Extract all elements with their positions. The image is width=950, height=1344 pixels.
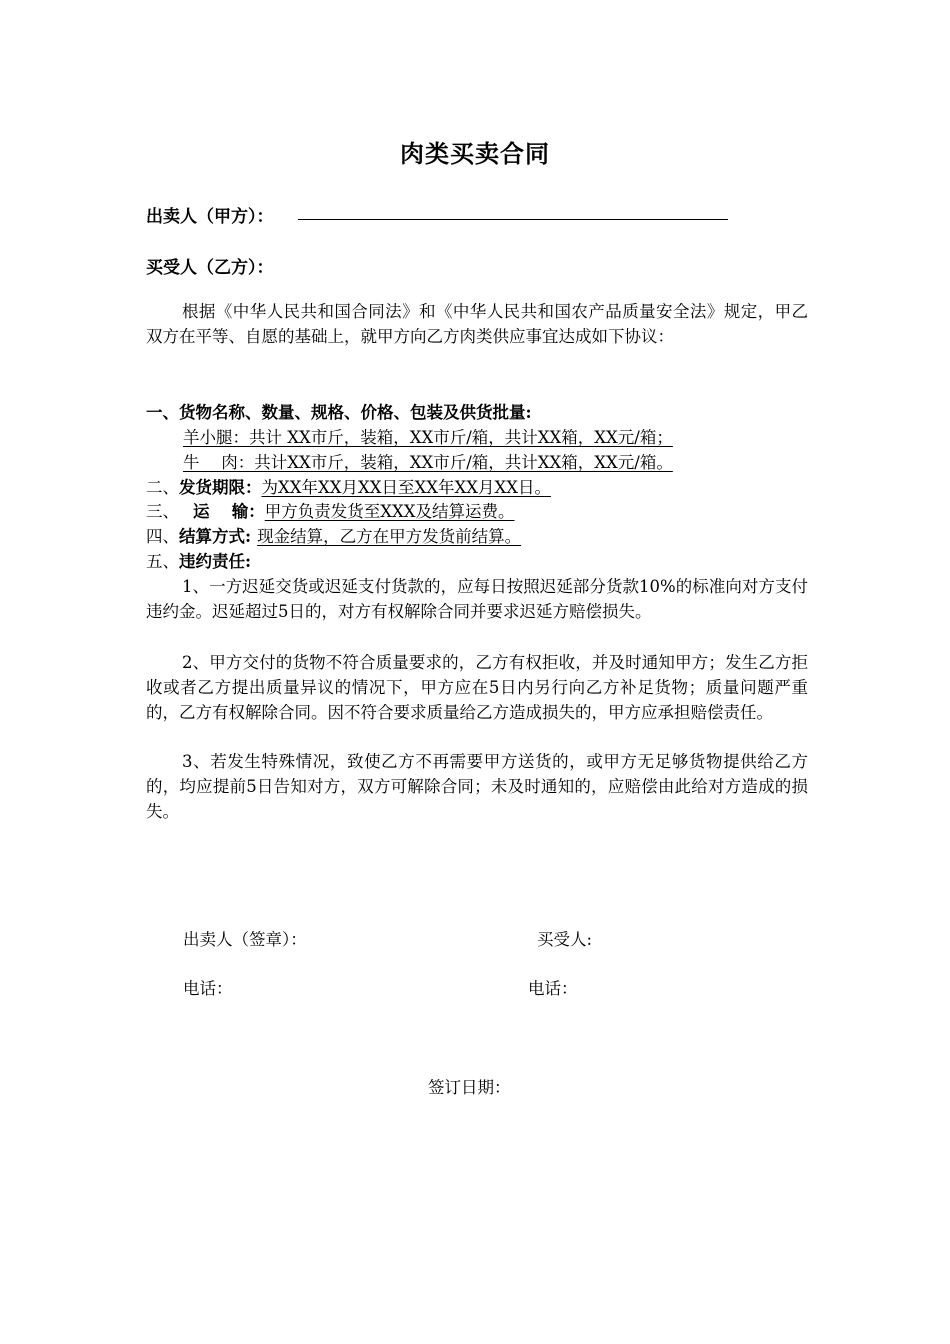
seller-blank-line: [298, 219, 728, 220]
section3: [146, 500, 515, 524]
seller-label: 出卖人（甲方）：: [146, 207, 274, 227]
signature-date: 签订日期：: [428, 1078, 511, 1097]
document-title: 肉类买卖合同: [400, 139, 550, 168]
section2-number: 二、: [146, 478, 179, 497]
section3-number: 三、: [146, 502, 179, 521]
section1-item-beef: 牛 肉：共计XX市斤，装箱，XX市斤/箱，共计XX箱，XX元/箱。: [183, 453, 673, 472]
section5-number: 五、: [146, 552, 179, 571]
signature-buyer-phone: 电话：: [528, 979, 578, 998]
section5-clause-1: 1、一方迟延交货或迟延支付货款的，应每日按照迟延部分货款10%的标准向对方支付违约金。迟延超过5日的，对方有权解除合同并要求迟延方赔偿损失。: [146, 577, 808, 621]
signature-seller: 出卖人（签章）：: [183, 930, 307, 949]
section2-value: 为XX年XX月XX日至XX年XX月XX日。: [261, 478, 551, 497]
section4-number: 四、: [146, 527, 179, 546]
intro-paragraph: 根据《中华人民共和国合同法》和《中华人民共和国农产品质量安全法》规定，甲乙双方在平等、自愿的基础上，就甲方向乙方肉类供应事宜达成如下协议：: [146, 302, 808, 346]
section3-label: 运 输：: [193, 502, 265, 521]
section5: [146, 550, 251, 574]
section5-clause-2: 2、甲方交付的货物不符合质量要求的，乙方有权拒收，并及时通知甲方；发生乙方拒收或者乙方提出质量异议的情况下，甲方应在5日内另行向乙方补足货物；质量问题严重的，乙方有权解除合同。因不符合要求质量给乙方造成损失的，甲方应承担赔偿责任。: [146, 653, 808, 722]
section4-value: 现金结算，乙方在甲方发货前结算。: [257, 527, 522, 546]
section4-label: 结算方式:: [179, 527, 252, 546]
section2: [146, 476, 551, 500]
section5-clause-3: 3、若发生特殊情况，致使乙方不再需要甲方送货的，或甲方无足够货物提供给乙方的，均应提前5日告知对方，双方可解除合同；未及时通知的，应赔偿由此给对方造成的损失。: [146, 752, 808, 821]
section1-heading: 一、货物名称、数量、规格、价格、包装及供货批量:: [146, 403, 532, 422]
section5-label: 违约责任:: [179, 552, 252, 571]
section1-item-lamb: 羊小腿：共计 XX市斤，装箱，XX市斤/箱，共计XX箱，XX元/箱；: [183, 428, 673, 447]
buyer-label: 买受人（乙方）：: [146, 258, 274, 278]
section4: [146, 525, 521, 549]
signature-seller-phone: 电话：: [183, 979, 233, 998]
section2-label: 发货期限：: [179, 478, 262, 497]
signature-buyer: 买受人:: [537, 930, 593, 949]
section3-value: 甲方负责发货至XXX及结算运费。: [264, 502, 515, 521]
